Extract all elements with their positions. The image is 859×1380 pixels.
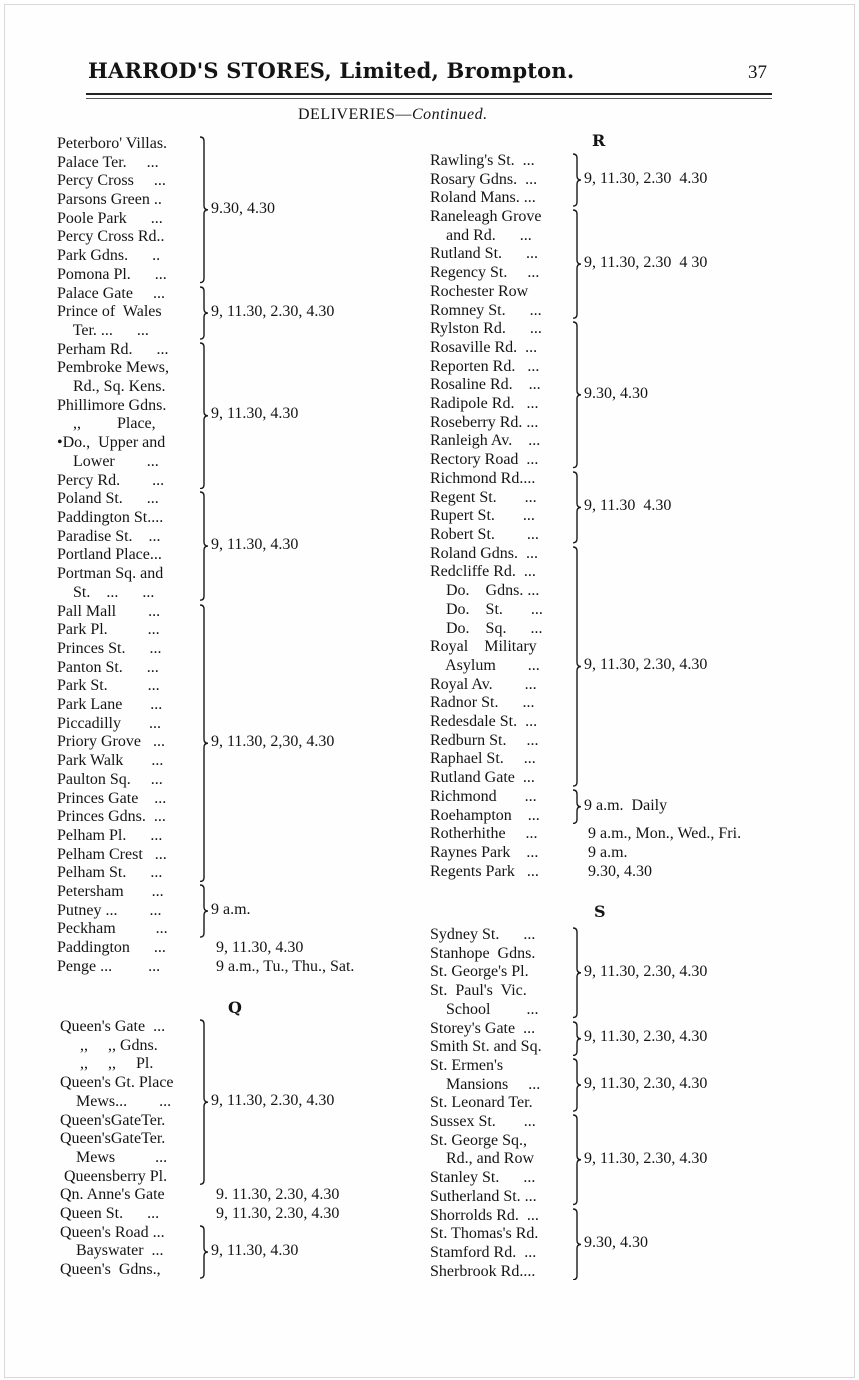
right-entry: Rylston Rd. ... bbox=[430, 320, 542, 337]
right-entry: Redcliffe Rd. ... bbox=[430, 563, 536, 580]
right-s-entry: Stanhope Gdns. bbox=[430, 945, 536, 962]
left-q-entry: Queen's Gate ... bbox=[60, 1018, 166, 1035]
right-entry: Rosaville Rd. ... bbox=[430, 339, 538, 356]
right-entry: Do. St. ... bbox=[430, 601, 543, 618]
left-q-entry: Bayswater ... bbox=[60, 1242, 164, 1259]
right-entry: Reporten Rd. ... bbox=[430, 358, 540, 375]
left-entry: Paradise St. ... bbox=[57, 528, 161, 545]
right-s-brace-path bbox=[573, 1209, 581, 1280]
left-delivery-times: 9, 11.30, 4.30 bbox=[211, 536, 299, 553]
left-entry: Percy Cross ... bbox=[57, 172, 166, 189]
right-s-entry: Sydney St. ... bbox=[430, 926, 536, 943]
right-brace bbox=[571, 546, 585, 787]
left-entry: Percy Cross Rd.. bbox=[57, 228, 165, 245]
left-q-entry: Queen's Road ... bbox=[60, 1224, 165, 1241]
left-delivery-times: 9 a.m., Tu., Thu., Sat. bbox=[216, 958, 355, 975]
right-delivery-times: 9, 11.30, 2.30, 4.30 bbox=[584, 656, 708, 673]
right-s-entry: St. Leonard Ter. bbox=[430, 1094, 533, 1111]
right-entry: Roseberry Rd. ... bbox=[430, 414, 539, 431]
right-entry: Radnor St. ... bbox=[430, 694, 535, 711]
left-q-entry: Queen'sGateTer. bbox=[60, 1130, 166, 1147]
left-q-delivery-times: 9. 11.30, 2.30, 4.30 bbox=[216, 1186, 340, 1203]
left-q-delivery-times: 9, 11.30, 4.30 bbox=[211, 1242, 299, 1259]
left-brace bbox=[198, 491, 212, 601]
left-q-entry: Queen's Gt. Place bbox=[60, 1074, 174, 1091]
right-brace bbox=[571, 471, 585, 544]
right-s-brace bbox=[571, 1058, 585, 1112]
right-brace-path bbox=[573, 472, 581, 543]
left-brace bbox=[198, 286, 212, 340]
right-brace bbox=[571, 209, 585, 319]
left-q-brace-path bbox=[200, 1226, 208, 1278]
left-q-entry: Qn. Anne's Gate bbox=[60, 1186, 165, 1203]
section-subtitle: DELIVERIES—Continued. bbox=[298, 106, 488, 123]
right-s-brace bbox=[571, 927, 585, 1019]
left-delivery-times: 9.30, 4.30 bbox=[211, 200, 275, 217]
right-s-delivery-times: 9, 11.30, 2.30, 4.30 bbox=[584, 963, 708, 980]
left-entry: Peckham ... bbox=[57, 920, 168, 937]
left-entry: Pelham Crest ... bbox=[57, 846, 167, 863]
right-entry: Radipole Rd. ... bbox=[430, 395, 539, 412]
left-brace bbox=[198, 604, 212, 883]
letter-heading-s: S bbox=[594, 902, 606, 921]
left-q-brace bbox=[198, 1019, 212, 1185]
right-entry: and Rd. ... bbox=[430, 227, 532, 244]
right-brace-path bbox=[573, 322, 581, 468]
left-entry: Lower ... bbox=[57, 453, 159, 470]
right-entry: Redburn St. ... bbox=[430, 732, 539, 749]
right-delivery-times: 9 a.m. bbox=[588, 844, 628, 861]
right-entry: Romney St. ... bbox=[430, 302, 542, 319]
left-brace-path bbox=[200, 492, 208, 600]
right-s-entry: St. Ermen's bbox=[430, 1057, 504, 1074]
right-entry: Roland Mans. ... bbox=[430, 189, 536, 206]
left-entry: Penge ... ... bbox=[57, 958, 161, 975]
right-entry: Redesdale St. ... bbox=[430, 713, 538, 730]
left-delivery-times: 9, 11.30, 2,30, 4.30 bbox=[211, 733, 335, 750]
left-entry: Priory Grove ... bbox=[57, 733, 165, 750]
right-s-entry: Stanley St. ... bbox=[430, 1169, 536, 1186]
right-entry: Ranleigh Av. ... bbox=[430, 432, 541, 449]
right-entry: Raneleagh Grove bbox=[430, 208, 542, 225]
left-q-entry: Queensberry Pl. bbox=[60, 1168, 168, 1185]
right-entry: Rutland St. ... bbox=[430, 245, 539, 262]
right-entry: Robert St. ... bbox=[430, 526, 539, 543]
left-brace-path bbox=[200, 605, 208, 882]
right-s-delivery-times: 9, 11.30, 2.30, 4.30 bbox=[584, 1150, 708, 1167]
left-entry: Parsons Green .. bbox=[57, 191, 162, 208]
left-delivery-times: 9, 11.30, 4.30 bbox=[216, 939, 304, 956]
right-entry: Do. Gdns. ... bbox=[430, 582, 540, 599]
right-s-entry: Sherbrook Rd.... bbox=[430, 1263, 536, 1280]
left-q-delivery-times: 9, 11.30, 2.30, 4.30 bbox=[216, 1205, 340, 1222]
left-entry: Percy Rd. ... bbox=[57, 472, 165, 489]
right-s-entry: School ... bbox=[430, 1001, 539, 1018]
left-q-delivery-times: 9, 11.30, 2.30, 4.30 bbox=[211, 1092, 335, 1109]
left-q-entry: ,, ,, Pl. bbox=[60, 1055, 154, 1072]
left-entry: Princes St. ... bbox=[57, 640, 162, 657]
right-delivery-times: 9, 11.30, 2.30 4 30 bbox=[584, 254, 708, 271]
right-entry: Roehampton ... bbox=[430, 807, 540, 824]
right-brace-path bbox=[573, 547, 581, 786]
page-number: 37 bbox=[748, 62, 767, 83]
right-entry: Rectory Road ... bbox=[430, 451, 539, 468]
left-entry: Park Pl. ... bbox=[57, 621, 160, 638]
left-entry: Perham Rd. ... bbox=[57, 341, 169, 358]
right-s-entry: Sutherland St. ... bbox=[430, 1188, 537, 1205]
letter-heading-q: Q bbox=[228, 998, 242, 1017]
right-entry: Rutland Gate ... bbox=[430, 769, 535, 786]
left-entry: Poole Park ... bbox=[57, 210, 163, 227]
right-s-brace-path bbox=[573, 1022, 581, 1055]
letter-heading-r: R bbox=[592, 131, 606, 150]
left-entry: Palace Gate ... bbox=[57, 285, 165, 302]
right-delivery-times: 9 a.m. Daily bbox=[584, 797, 668, 814]
header-rule-thin bbox=[86, 98, 772, 99]
subtitle-continued: Continued. bbox=[411, 106, 488, 123]
right-s-entry: St. Paul's Vic. bbox=[430, 982, 527, 999]
right-brace-path bbox=[573, 790, 581, 823]
right-entry: Rosary Gdns. ... bbox=[430, 171, 538, 188]
right-s-entry: St. George Sq., bbox=[430, 1132, 528, 1149]
right-entry: Do. Sq. ... bbox=[430, 620, 543, 637]
left-q-brace bbox=[198, 1225, 212, 1279]
right-s-delivery-times: 9, 11.30, 2.30, 4.30 bbox=[584, 1075, 708, 1092]
right-entry: Rotherhithe ... bbox=[430, 825, 538, 842]
right-entry: Regent St. ... bbox=[430, 489, 537, 506]
right-entry: Rosaline Rd. ... bbox=[430, 376, 541, 393]
left-entry: Palace Ter. ... bbox=[57, 154, 159, 171]
left-entry: Phillimore Gdns. bbox=[57, 397, 167, 414]
left-entry: Park Gdns. .. bbox=[57, 247, 161, 264]
right-entry: Rupert St. ... bbox=[430, 507, 535, 524]
right-entry: Richmond ... bbox=[430, 788, 537, 805]
left-entry: Paddington St.... bbox=[57, 509, 164, 526]
right-entry: Rochester Row bbox=[430, 283, 529, 300]
right-delivery-times: 9.30, 4.30 bbox=[588, 863, 652, 880]
right-s-entry: Stamford Rd. ... bbox=[430, 1244, 537, 1261]
right-entry: Roland Gdns. ... bbox=[430, 545, 538, 562]
left-entry: Poland St. ... bbox=[57, 490, 159, 507]
right-s-entry: Shorrolds Rd. ... bbox=[430, 1207, 539, 1224]
right-s-brace-path bbox=[573, 1059, 581, 1111]
left-entry: Paddington ... bbox=[57, 939, 166, 956]
header-rule bbox=[86, 93, 772, 95]
left-q-entry: ,, ,, Gdns. bbox=[60, 1037, 158, 1054]
left-delivery-times: 9 a.m. bbox=[211, 901, 251, 918]
right-entry: Raphael St. ... bbox=[430, 750, 536, 767]
left-entry: •Do., Upper and bbox=[57, 434, 166, 451]
right-s-entry: Smith St. and Sq. bbox=[430, 1038, 542, 1055]
page-title: HARROD'S STORES, Limited, Brompton. bbox=[88, 58, 575, 83]
left-entry: Pall Mall ... bbox=[57, 603, 161, 620]
left-entry: ,, Place, bbox=[57, 415, 156, 432]
right-entry: Asylum ... bbox=[430, 657, 540, 674]
right-brace bbox=[571, 321, 585, 469]
left-entry: Piccadilly ... bbox=[57, 715, 161, 732]
left-brace-path bbox=[200, 287, 208, 339]
right-entry: Royal Av. ... bbox=[430, 676, 537, 693]
right-s-entry: Sussex St. ... bbox=[430, 1113, 536, 1130]
left-entry: St. ... ... bbox=[57, 584, 155, 601]
left-delivery-times: 9, 11.30, 4.30 bbox=[211, 405, 299, 422]
left-entry: Portman Sq. and bbox=[57, 565, 164, 582]
left-q-entry: Queen St. ... bbox=[60, 1205, 160, 1222]
left-entry: Peterboro' Villas. bbox=[57, 135, 168, 152]
right-entry: Richmond Rd.... bbox=[430, 470, 536, 487]
right-s-brace-path bbox=[573, 1115, 581, 1205]
left-brace-path bbox=[200, 137, 208, 283]
left-q-brace-path bbox=[200, 1020, 208, 1184]
right-entry: Raynes Park ... bbox=[430, 844, 539, 861]
left-brace-path bbox=[200, 885, 208, 937]
left-brace bbox=[198, 884, 212, 938]
right-s-brace bbox=[571, 1114, 585, 1206]
left-q-entry: Mews... ... bbox=[60, 1093, 172, 1110]
right-s-entry: Rd., and Row bbox=[430, 1150, 534, 1167]
right-delivery-times: 9, 11.30, 2.30 4.30 bbox=[584, 170, 708, 187]
left-entry: Park Walk ... bbox=[57, 752, 164, 769]
right-delivery-times: 9.30, 4.30 bbox=[584, 385, 648, 402]
right-brace-path bbox=[573, 154, 581, 206]
right-s-brace bbox=[571, 1021, 585, 1056]
left-entry: Pelham Pl. ... bbox=[57, 827, 163, 844]
right-delivery-times: 9, 11.30 4.30 bbox=[584, 497, 672, 514]
left-entry: Petersham ... bbox=[57, 883, 164, 900]
right-s-entry: St. Thomas's Rd. bbox=[430, 1225, 539, 1242]
left-entry: Paulton Sq. ... bbox=[57, 771, 163, 788]
left-entry: Princes Gate ... bbox=[57, 790, 167, 807]
left-entry: Portland Place... bbox=[57, 546, 162, 563]
right-brace-path bbox=[573, 210, 581, 318]
left-q-entry: Mews ... bbox=[60, 1149, 168, 1166]
left-q-entry: Queen's Gdns., bbox=[60, 1261, 161, 1278]
left-entry: Ter. ... ... bbox=[57, 322, 149, 339]
right-brace bbox=[571, 153, 585, 207]
right-delivery-times: 9 a.m., Mon., Wed., Fri. bbox=[588, 825, 742, 842]
right-s-entry: St. George's Pl. bbox=[430, 963, 529, 980]
left-entry: Pembroke Mews, bbox=[57, 359, 169, 376]
left-brace-path bbox=[200, 343, 208, 489]
left-entry: Putney ... ... bbox=[57, 902, 162, 919]
left-q-entry: Queen'sGateTer. bbox=[60, 1112, 166, 1129]
right-entry: Regents Park ... bbox=[430, 863, 539, 880]
right-s-entry: Storey's Gate ... bbox=[430, 1020, 536, 1037]
right-s-delivery-times: 9, 11.30, 2.30, 4.30 bbox=[584, 1028, 708, 1045]
left-entry: Pomona Pl. ... bbox=[57, 266, 167, 283]
right-entry: Rawling's St. ... bbox=[430, 152, 535, 169]
left-entry: Panton St. ... bbox=[57, 659, 159, 676]
left-entry: Rd., Sq. Kens. bbox=[57, 378, 166, 395]
right-brace bbox=[571, 789, 585, 824]
left-entry: Princes Gdns. ... bbox=[57, 808, 166, 825]
right-entry: Regency St. ... bbox=[430, 264, 540, 281]
left-entry: Park Lane ... bbox=[57, 696, 163, 713]
left-entry: Prince of Wales bbox=[57, 303, 162, 320]
left-delivery-times: 9, 11.30, 2.30, 4.30 bbox=[211, 303, 335, 320]
left-entry: Pelham St. ... bbox=[57, 864, 163, 881]
right-entry: Royal Military bbox=[430, 638, 537, 655]
right-s-delivery-times: 9.30, 4.30 bbox=[584, 1234, 648, 1251]
left-brace bbox=[198, 342, 212, 490]
left-entry: Park St. ... bbox=[57, 677, 160, 694]
right-s-entry: Mansions ... bbox=[430, 1076, 541, 1093]
left-brace bbox=[198, 136, 212, 284]
right-s-brace-path bbox=[573, 928, 581, 1018]
right-s-brace bbox=[571, 1208, 585, 1281]
